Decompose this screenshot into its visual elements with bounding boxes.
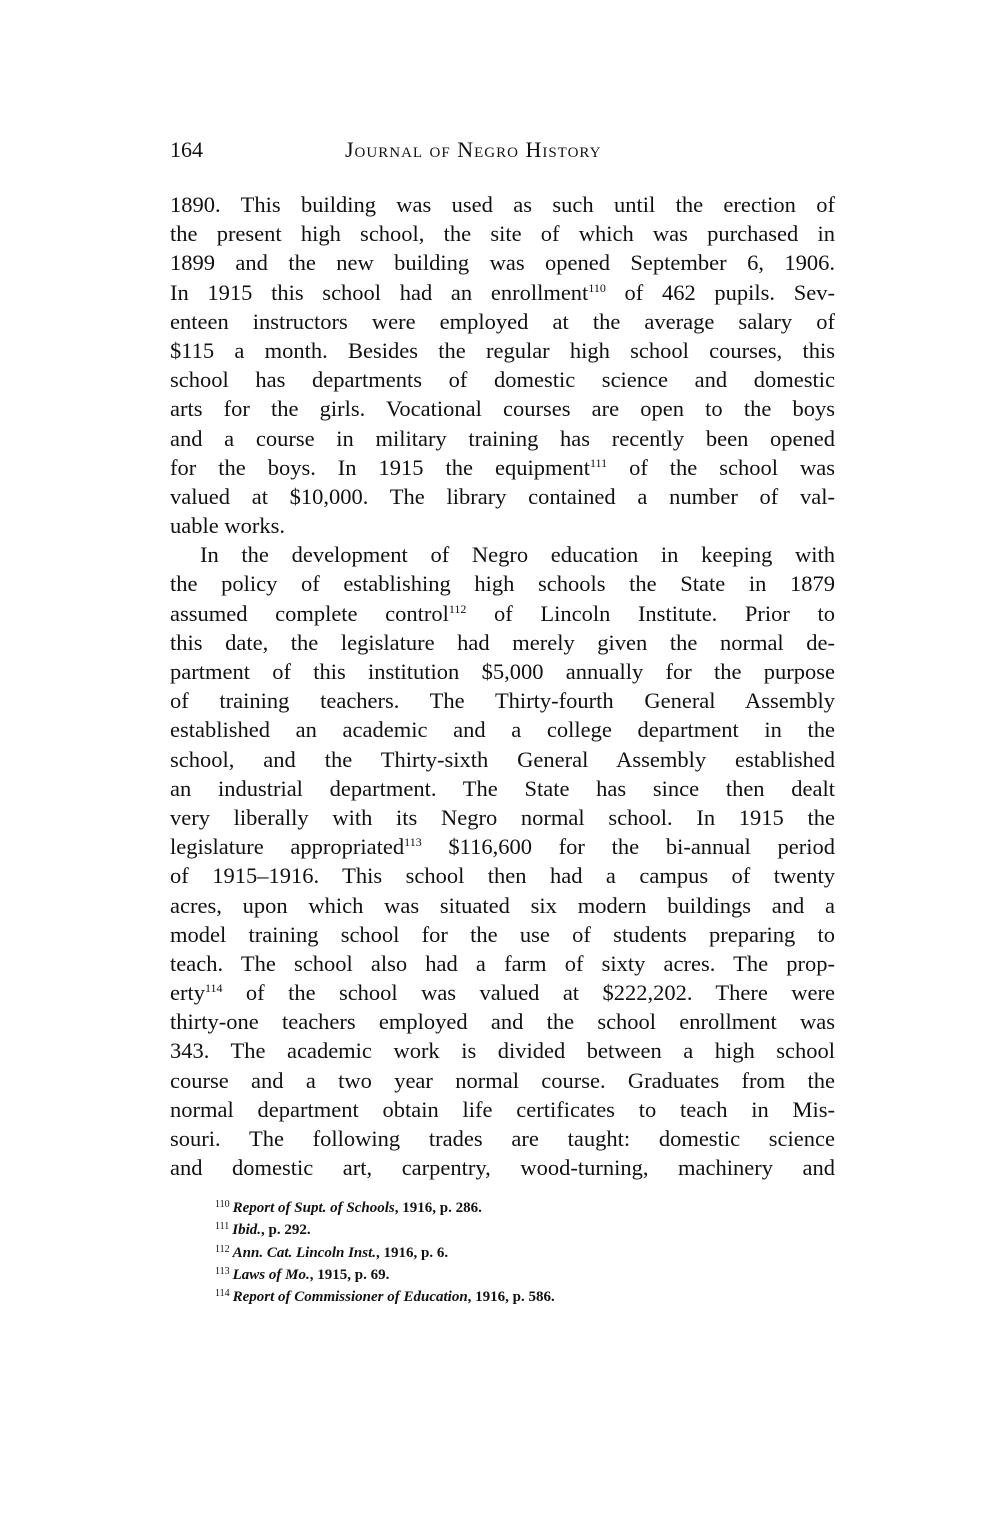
line-content (170, 715, 835, 744)
text-line (170, 1095, 835, 1124)
line-text: of the school was (607, 454, 836, 480)
text-line (170, 628, 835, 657)
line-content (170, 920, 835, 949)
footnote-number: 110 (215, 1199, 230, 1210)
footnote-citation: , p. 292. (261, 1222, 311, 1239)
line-content (200, 540, 835, 569)
text-line (170, 569, 835, 598)
line-content (170, 949, 835, 978)
footnote (215, 1264, 835, 1286)
line-content (170, 1124, 835, 1153)
line-text: school, and the Thirty-sixth General Assembly established (170, 746, 835, 772)
line-content (170, 861, 835, 890)
line-text: of 462 pupils. Sev- (605, 279, 835, 305)
page-number: 164 (170, 137, 203, 162)
footnote-title: Ann. Cat. Lincoln Inst. (232, 1244, 377, 1261)
footnote (215, 1242, 835, 1264)
line-text: In the development of Negro education in keeping with (200, 542, 835, 568)
line-text: souri. The following trades are taught: domestic science (170, 1126, 835, 1151)
text-line (170, 336, 835, 365)
line-content (170, 1036, 835, 1065)
line-text: $115 a month. Besides the regular high school courses, this (170, 337, 835, 363)
footnote-ref: 114 (204, 981, 223, 996)
line-text: and domestic art, carpentry, wood-turning, machinery and (170, 1155, 835, 1181)
line-text: 1899 and the new building was opened September 6, 1906. (170, 250, 835, 276)
line-text: the present high school, the site of which was purchased in (170, 221, 835, 247)
line-text: of 1915–1916. This school then had a campus of twenty (170, 863, 835, 889)
footnote (215, 1197, 835, 1219)
line-text: normal department obtain life certificates to teach in Mis- (170, 1096, 835, 1122)
line-content (170, 1095, 835, 1124)
line-text: and a course in military training has recently been opened (170, 425, 835, 451)
footnote-citation: , 1916, p. 6. (376, 1244, 449, 1261)
text-line (170, 920, 835, 949)
line-text: valued at $10,000. The library contained a number of val- (170, 483, 835, 509)
footnote-number: 111 (215, 1221, 230, 1233)
text-line (170, 657, 835, 686)
line-content (170, 686, 835, 715)
line-content (170, 336, 835, 365)
line-content (170, 307, 835, 336)
line-text: of Lincoln Institute. Prior to (466, 600, 835, 626)
line-text: teach. The school also had a farm of sixty acres. The prop- (170, 950, 835, 976)
text-line (170, 482, 835, 511)
footnote-citation: , 1916, p. 586. (467, 1289, 555, 1306)
line-text: this date, the legislature had merely given the normal de- (170, 629, 835, 655)
line-text: of training teachers. The Thirty-fourth General Assembly (170, 688, 835, 714)
line-text: arts for the girls. Vocational courses are open to the boys (170, 396, 835, 422)
footnote-title: Report of Supt. of Schools (232, 1200, 395, 1216)
line-text: an industrial department. The State has since then dealt (170, 775, 835, 801)
line-content (170, 599, 835, 628)
line-text: course and a two year normal course. Graduates from the (170, 1067, 835, 1093)
line-content (170, 774, 835, 803)
line-text: very liberally with its Negro normal school. In 1915 the (170, 804, 835, 830)
text-line (170, 803, 835, 832)
footnote-ref: 110 (588, 280, 606, 295)
line-text: acres, upon which was situated six modern buildings and a (170, 892, 835, 918)
text-line (170, 394, 835, 423)
line-content (170, 1153, 835, 1182)
footnote-number: 113 (215, 1265, 230, 1277)
footnote-title: Report of Commissioner of Education (232, 1289, 468, 1306)
footnote-ref: 111 (589, 455, 608, 470)
line-text: assumed complete control (170, 600, 449, 626)
text-line (170, 278, 835, 307)
text-line (170, 219, 835, 248)
line-content (170, 832, 835, 861)
line-text: uable works. (170, 513, 285, 539)
line-text: 1890. This building was used as such until the erection of (170, 192, 835, 217)
footnote (215, 1286, 835, 1308)
text-line (170, 891, 835, 920)
line-content (170, 1007, 835, 1036)
text-line (170, 774, 835, 803)
text-line (170, 190, 835, 219)
line-content (170, 248, 835, 277)
line-text: $116,600 for the bi-annual period (421, 834, 835, 860)
footnote-citation: , 1915, p. 69. (309, 1266, 390, 1283)
body-text (170, 190, 835, 1182)
line-content (170, 278, 835, 307)
text-line (170, 1036, 835, 1065)
text-line (170, 424, 835, 453)
text-line (170, 1007, 835, 1036)
text-line (170, 365, 835, 394)
line-content (170, 891, 835, 920)
line-text: for the boys. In 1915 the equipment (170, 454, 590, 480)
text-line (170, 511, 835, 540)
footnote (215, 1219, 835, 1241)
text-line (170, 978, 835, 1007)
footnote-number: 114 (215, 1288, 230, 1300)
footnote-number: 112 (215, 1243, 230, 1255)
text-line (170, 248, 835, 277)
footnotes (215, 1197, 835, 1308)
footnote-title: Ibid. (232, 1222, 262, 1239)
text-line (170, 745, 835, 774)
line-content (170, 394, 835, 423)
line-text: thirty-one teachers employed and the school enrollment was (170, 1009, 835, 1035)
line-text: school has departments of domestic science and domestic (170, 367, 835, 393)
line-text: of the school was valued at $222,202. There were (222, 980, 835, 1006)
text-line (170, 715, 835, 744)
line-content (170, 453, 835, 482)
line-content (170, 803, 835, 832)
line-content (170, 424, 835, 453)
line-text: the policy of establishing high schools the State in 1879 (170, 571, 835, 597)
text-line (170, 1124, 835, 1153)
line-content (170, 365, 835, 394)
running-title: Journal of Negro History (345, 137, 602, 162)
line-content (170, 745, 835, 774)
footnote-ref: 112 (448, 601, 467, 616)
text-line (170, 949, 835, 978)
line-content (170, 511, 835, 540)
text-line (170, 832, 835, 861)
text-line (170, 1153, 835, 1182)
line-content (170, 569, 835, 598)
text-line (170, 307, 835, 336)
text-line (170, 453, 835, 482)
text-line (170, 599, 835, 628)
line-text: erty (170, 980, 205, 1006)
line-text: model training school for the use of students preparing to (170, 921, 835, 947)
line-text: enteen instructors were employed at the average salary of (170, 308, 835, 334)
footnote-citation: , 1916, p. 286. (394, 1200, 482, 1216)
line-text: 343. The academic work is divided between a high school (170, 1038, 835, 1064)
text-line (170, 861, 835, 890)
line-content (170, 1066, 835, 1095)
line-content (170, 482, 835, 511)
running-header (170, 137, 835, 167)
line-text: established an academic and a college department in the (170, 717, 835, 743)
line-content (170, 190, 835, 219)
line-content (170, 657, 835, 686)
line-text: In 1915 this school had an enrollment (170, 279, 589, 305)
line-text: legislature appropriated (170, 834, 405, 860)
line-content (170, 978, 835, 1007)
text-line (170, 1066, 835, 1095)
line-content (170, 628, 835, 657)
line-content (170, 219, 835, 248)
footnote-title: Laws of Mo. (232, 1266, 310, 1283)
text-line (170, 686, 835, 715)
footnote-ref: 113 (404, 835, 422, 850)
text-line (170, 540, 835, 569)
line-text: partment of this institution $5,000 annually for the purpose (170, 659, 835, 684)
